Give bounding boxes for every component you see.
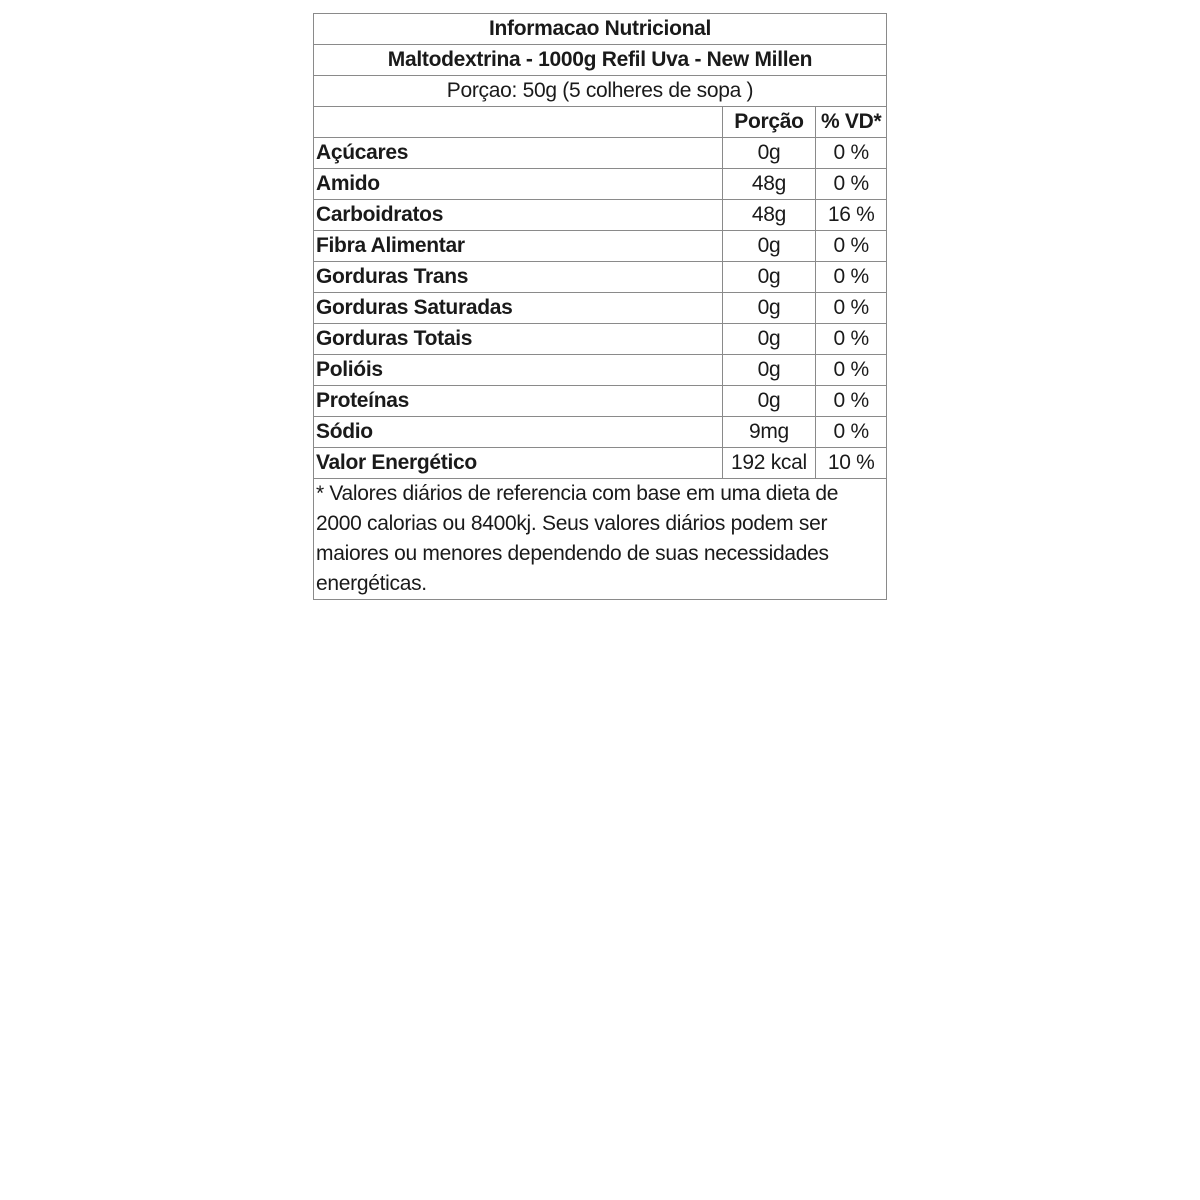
serving-size: Porçao: 50g (5 colheres de sopa )	[314, 76, 887, 107]
table-row	[314, 200, 887, 231]
nutrient-vd: 0 %	[816, 293, 887, 324]
nutrition-facts-table	[313, 13, 887, 600]
nutrient-vd: 0 %	[816, 417, 887, 448]
table-row	[314, 293, 887, 324]
nutrient-name: Sódio	[314, 417, 723, 448]
nutrient-portion: 192 kcal	[722, 448, 816, 479]
nutrient-name: Gorduras Saturadas	[314, 293, 723, 324]
table-row	[314, 169, 887, 200]
product-row	[314, 45, 887, 76]
nutrient-name: Amido	[314, 169, 723, 200]
nutrient-portion: 0g	[722, 324, 816, 355]
table-row	[314, 138, 887, 169]
nutrient-vd: 10 %	[816, 448, 887, 479]
product-name: Maltodextrina - 1000g Refil Uva - New Millen	[314, 45, 887, 76]
nutrient-vd: 0 %	[816, 386, 887, 417]
serving-row	[314, 76, 887, 107]
nutrient-vd: 0 %	[816, 138, 887, 169]
table-row	[314, 231, 887, 262]
title-row	[314, 14, 887, 45]
nutrient-portion: 48g	[722, 200, 816, 231]
footnote-row	[314, 479, 887, 600]
table-title: Informacao Nutricional	[314, 14, 887, 45]
header-vd: % VD*	[816, 107, 887, 138]
nutrient-vd: 0 %	[816, 355, 887, 386]
nutrient-vd: 16 %	[816, 200, 887, 231]
nutrient-vd: 0 %	[816, 169, 887, 200]
nutrient-name: Açúcares	[314, 138, 723, 169]
nutrition-table-body	[314, 14, 887, 600]
table-row	[314, 324, 887, 355]
nutrient-vd: 0 %	[816, 231, 887, 262]
nutrient-name: Fibra Alimentar	[314, 231, 723, 262]
footnote-text: * Valores diários de referencia com base em uma dieta de 2000 calorias ou 8400kj. Seus valores diários podem ser maiores ou menores dependendo de suas necessidades energéticas.	[314, 479, 887, 600]
nutrient-vd: 0 %	[816, 324, 887, 355]
table-row	[314, 386, 887, 417]
nutrient-name: Gorduras Trans	[314, 262, 723, 293]
table-row	[314, 417, 887, 448]
table-row	[314, 262, 887, 293]
nutrient-portion: 9mg	[722, 417, 816, 448]
nutrient-portion: 0g	[722, 231, 816, 262]
nutrient-portion: 0g	[722, 386, 816, 417]
nutrient-portion: 48g	[722, 169, 816, 200]
table-row	[314, 448, 887, 479]
nutrient-vd: 0 %	[816, 262, 887, 293]
table-row	[314, 355, 887, 386]
column-header-row	[314, 107, 887, 138]
nutrient-portion: 0g	[722, 355, 816, 386]
nutrient-name: Gorduras Totais	[314, 324, 723, 355]
nutrient-portion: 0g	[722, 293, 816, 324]
nutrient-name: Valor Energético	[314, 448, 723, 479]
header-blank-cell	[314, 107, 723, 138]
nutrient-name: Polióis	[314, 355, 723, 386]
nutrient-name: Proteínas	[314, 386, 723, 417]
nutrient-name: Carboidratos	[314, 200, 723, 231]
nutrient-portion: 0g	[722, 262, 816, 293]
header-portion: Porção	[722, 107, 816, 138]
nutrient-portion: 0g	[722, 138, 816, 169]
